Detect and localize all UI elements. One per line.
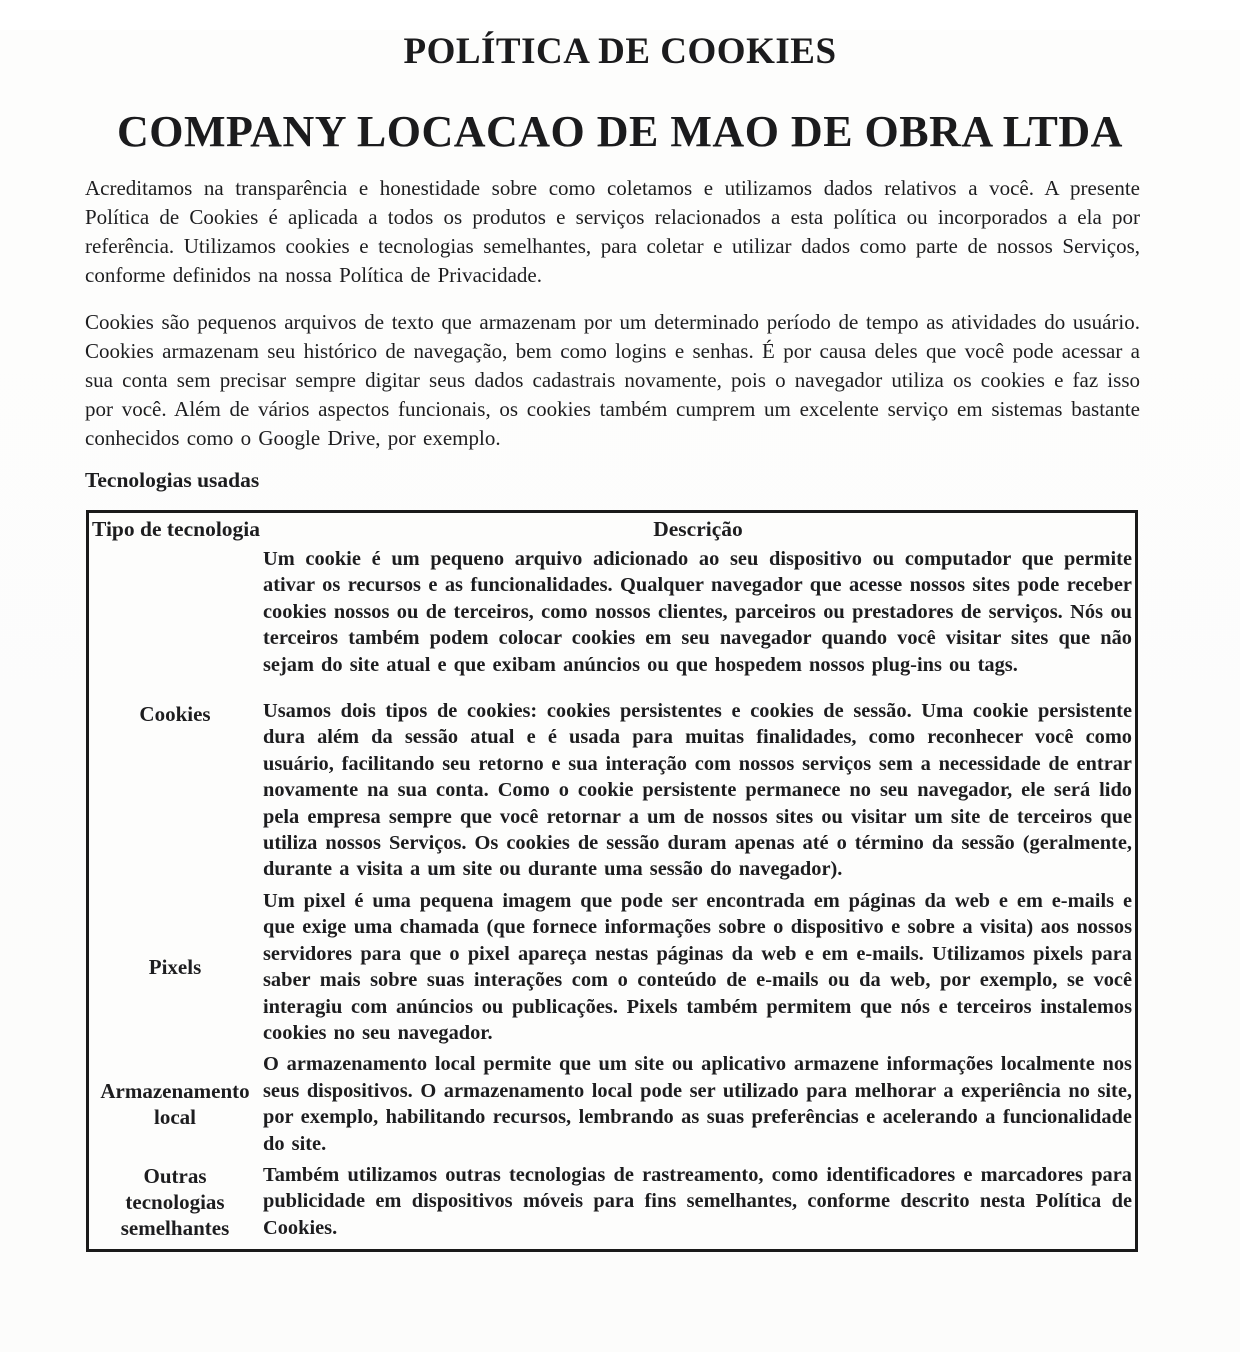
intro-paragraph: Acreditamos na transparência e honestidade sobre como coletamos e utilizamos dados relativos a você. A presente Política de Cookies é aplicada a todos os produtos e serviços relacionados a esta política ou incorporados a ela por referência. Utilizamos cookies e tecnologias semelhantes, para coletar e utilizar dados como parte de nossos Serviços, conforme definidos na nossa Política de Privacidade. xyxy=(85,176,1140,287)
company-name-title: COMPANY LOCACAO DE MAO DE OBRA LTDA xyxy=(117,107,1123,156)
row-label-pixels: Pixels xyxy=(148,955,202,980)
row-label-outras-tecnologias-semelhantes: Outras tecnologias semelhantes xyxy=(120,1163,230,1240)
technologies-table xyxy=(86,510,1138,1252)
table-header-descricao: Descrição xyxy=(653,517,743,541)
armazenamento-local-description-paragraph: O armazenamento local permite que um site ou aplicativo armazene informações localmente nos seus dispositivos. O armazenamento local pode ser utilizado para melhorar a experiência no site, por exemplo, habilitando recursos, lembrando as suas preferências e acelerando a funcionalidade do site. xyxy=(263,1053,1132,1155)
row-label-armazenamento-local: Armazenamento local xyxy=(100,1079,250,1130)
outras-tecnologias-description-paragraph: Também utilizamos outras tecnologias de rastreamento, como identificadores e marcadores para publicidade em dispositivos móveis para fins semelhantes, conforme descrito nesta Política de Cookies. xyxy=(263,1163,1132,1239)
table-header-row xyxy=(89,517,1135,542)
document-title: POLÍTICA DE COOKIES xyxy=(403,31,837,72)
cookies-description-paragraph-1: Um cookie é um pequeno arquivo adicionado ao seu dispositivo ou computador que permite ativar os recursos e as funcionalidades. Qualquer navegador que acesse nossos sites pode receber cookies nossos ou de terceiros, como nossos clientes, parceiros ou prestadores de serviços. Nós ou terceiros também podem colocar cookies em seu navegador quando você visitar sites que não sejam do site atual e que exibam anúncios ou que hospedem nossos plug-ins ou tags. xyxy=(263,548,1132,676)
row-description-armazenamento-local xyxy=(261,1051,1135,1157)
cookies-explanation-paragraph: Cookies são pequenos arquivos de texto que armazenam por um determinado período de tempo as atividades do usuário. Cookies armazenam seu histórico de navegação, bem como logins e senhas. É por causa deles que você pode acessar a sua conta sem precisar sempre digitar seus dados cadastrais novamente, pois o navegador utiliza os cookies e faz isso por você. Além de vários aspectos funcionais, os cookies também cumprem um excelente serviço em sistemas bastante conhecidos como o Google Drive, por exemplo. xyxy=(85,310,1140,450)
row-label-cookies: Cookies xyxy=(139,702,211,727)
table-row-outras-tecnologias xyxy=(89,1162,1135,1241)
row-description-outras-tecnologias xyxy=(261,1162,1135,1241)
cookie-policy-document xyxy=(0,30,1240,1352)
cookies-description-paragraph-2: Usamos dois tipos de cookies: cookies persistentes e cookies de sessão. Uma cookie persistente dura além da sessão atual e é usada para muitas finalidades, como reconhecer você como usuário, facilitando seu retorno e sua interação com nossos serviços sem a necessidade de entrar novamente na sua conta. Como o cookie persistente permanece no seu navegador, ele será lido pela empresa sempre que você retornar a um de nossos sites ou visitar um site de terceiros que utiliza nossos Serviços. Os cookies de sessão duram apenas até o término da sessão (geralmente, durante a visita a um site ou durante uma sessão do navegador). xyxy=(263,700,1132,881)
table-row-pixels xyxy=(89,888,1135,1046)
row-description-pixels xyxy=(261,888,1135,1046)
pixels-description-paragraph: Um pixel é uma pequena imagem que pode ser encontrada em páginas da web e em e-mails e que exige uma chamada (que fornece informações sobre o dispositivo e sobre a visita) aos nossos servidores para que o pixel apareça nestas páginas da web e em e-mails. Utilizamos pixels para saber mais sobre suas interações com o conteúdo de e-mails ou da web, por exemplo, se você interagiu com anúncios ou publicações. Pixels também permitem que nós e terceiros instalemos cookies no seu navegador. xyxy=(263,889,1132,1044)
row-description-cookies xyxy=(261,546,1135,883)
table-header-tipo-de-tecnologia: Tipo de tecnologia xyxy=(92,517,261,541)
table-row-cookies xyxy=(89,546,1135,883)
section-heading-tecnologias-usadas: Tecnologias usadas xyxy=(85,468,260,492)
table-row-armazenamento-local xyxy=(89,1051,1135,1157)
document-body xyxy=(85,174,1140,1252)
